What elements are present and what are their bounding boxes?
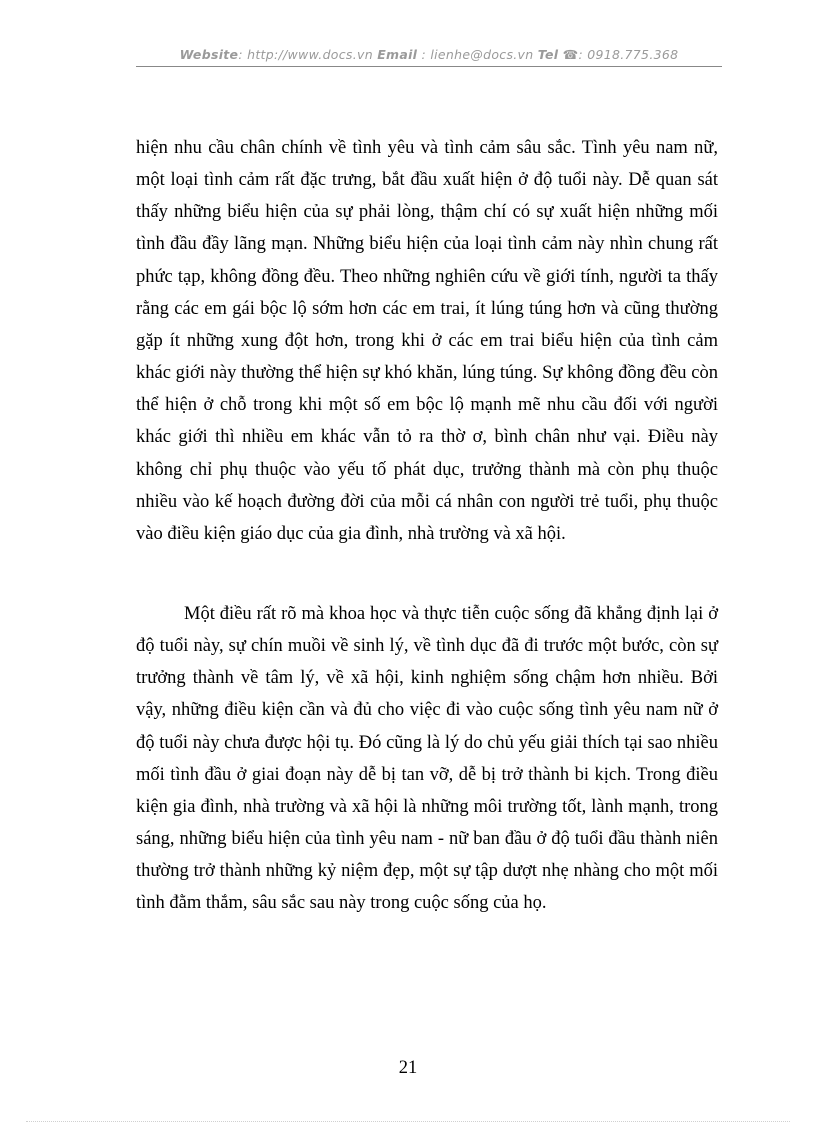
tel-label: Tel [537, 47, 559, 62]
phone-number: : 0918.775.368 [578, 47, 679, 62]
website-label: Website [179, 47, 239, 62]
body-paragraph-2: Một điều rất rõ mà khoa học và thực tiễn cuộc sống đã khẳng định lại ở độ tuổi này, sự chín muồi về sinh lý, về tình dục đã đi trước một bước, còn sự trưởng thành về tâm lý, về xã hội, kinh nghiệm sống chậm hơn nhiều. Bởi vậy, những điều kiện cần và đủ cho việc đi vào cuộc sống tình yêu nam nữ ở độ tuổi này chưa được hội tụ. Đó cũng là lý do chủ yếu giải thích tại sao nhiều mối tình đầu ở giai đoạn này dễ bị tan vỡ, dễ bị trở thành bi kịch. Trong điều kiện gia đình, nhà trường và xã hội là những môi trường tốt, lành mạnh, trong sáng, những biểu hiện của tình yêu nam - nữ ban đầu ở độ tuổi đầu thành niên thường trở thành những kỷ niệm đẹp, một sự tập dượt nhẹ nhàng cho một mối tình đằm thắm, sâu sắc sau này trong cuộc sống của họ. [136, 604, 718, 914]
page-number: 21 [398, 1058, 418, 1078]
page-header [136, 47, 722, 65]
phone-icon: ☎ [562, 47, 579, 62]
website-url: : http://www.docs.vn [238, 47, 378, 62]
body-paragraph-1: hiện nhu cầu chân chính về tình yêu và tình cảm sâu sắc. Tình yêu nam nữ, một loại tình cảm rất đặc trưng, bắt đầu xuất hiện ở độ tuổi này. Dễ quan sát thấy những biểu hiện của sự phải lòng, thậm chí có sự xuất hiện những mối tình đầu đầy lãng mạn. Những biểu hiện của loại tình cảm này nhìn chung rất phức tạp, không đồng đều. Theo những nghiên cứu về giới tính, người ta thấy rằng các em gái bộc lộ sớm hơn các em trai, ít lúng túng hơn và cũng thường gặp ít những xung đột hơn, trong khi ở các em trai biểu hiện của tình cảm khác giới này thường thể hiện sự khó khăn, lúng túng. Sự không đồng đều còn thể hiện ở chỗ trong khi một số em bộc lộ mạnh mẽ nhu cầu đối với người khác giới thì nhiều em khác vẫn tỏ ra thờ ơ, bình chân như vại. Điều này không chỉ phụ thuộc vào yếu tố phát dục, trưởng thành mà còn phụ thuộc nhiều vào kế hoạch đường đời của mỗi cá nhân con người trẻ tuổi, phụ thuộc vào điều kiện giáo dục của gia đình, nhà trường và xã hội. [136, 138, 718, 544]
page-bottom-border [26, 1121, 790, 1122]
email-address: : lienhe@docs.vn [417, 47, 538, 62]
email-label: Email [377, 47, 418, 62]
header-divider [136, 66, 722, 67]
